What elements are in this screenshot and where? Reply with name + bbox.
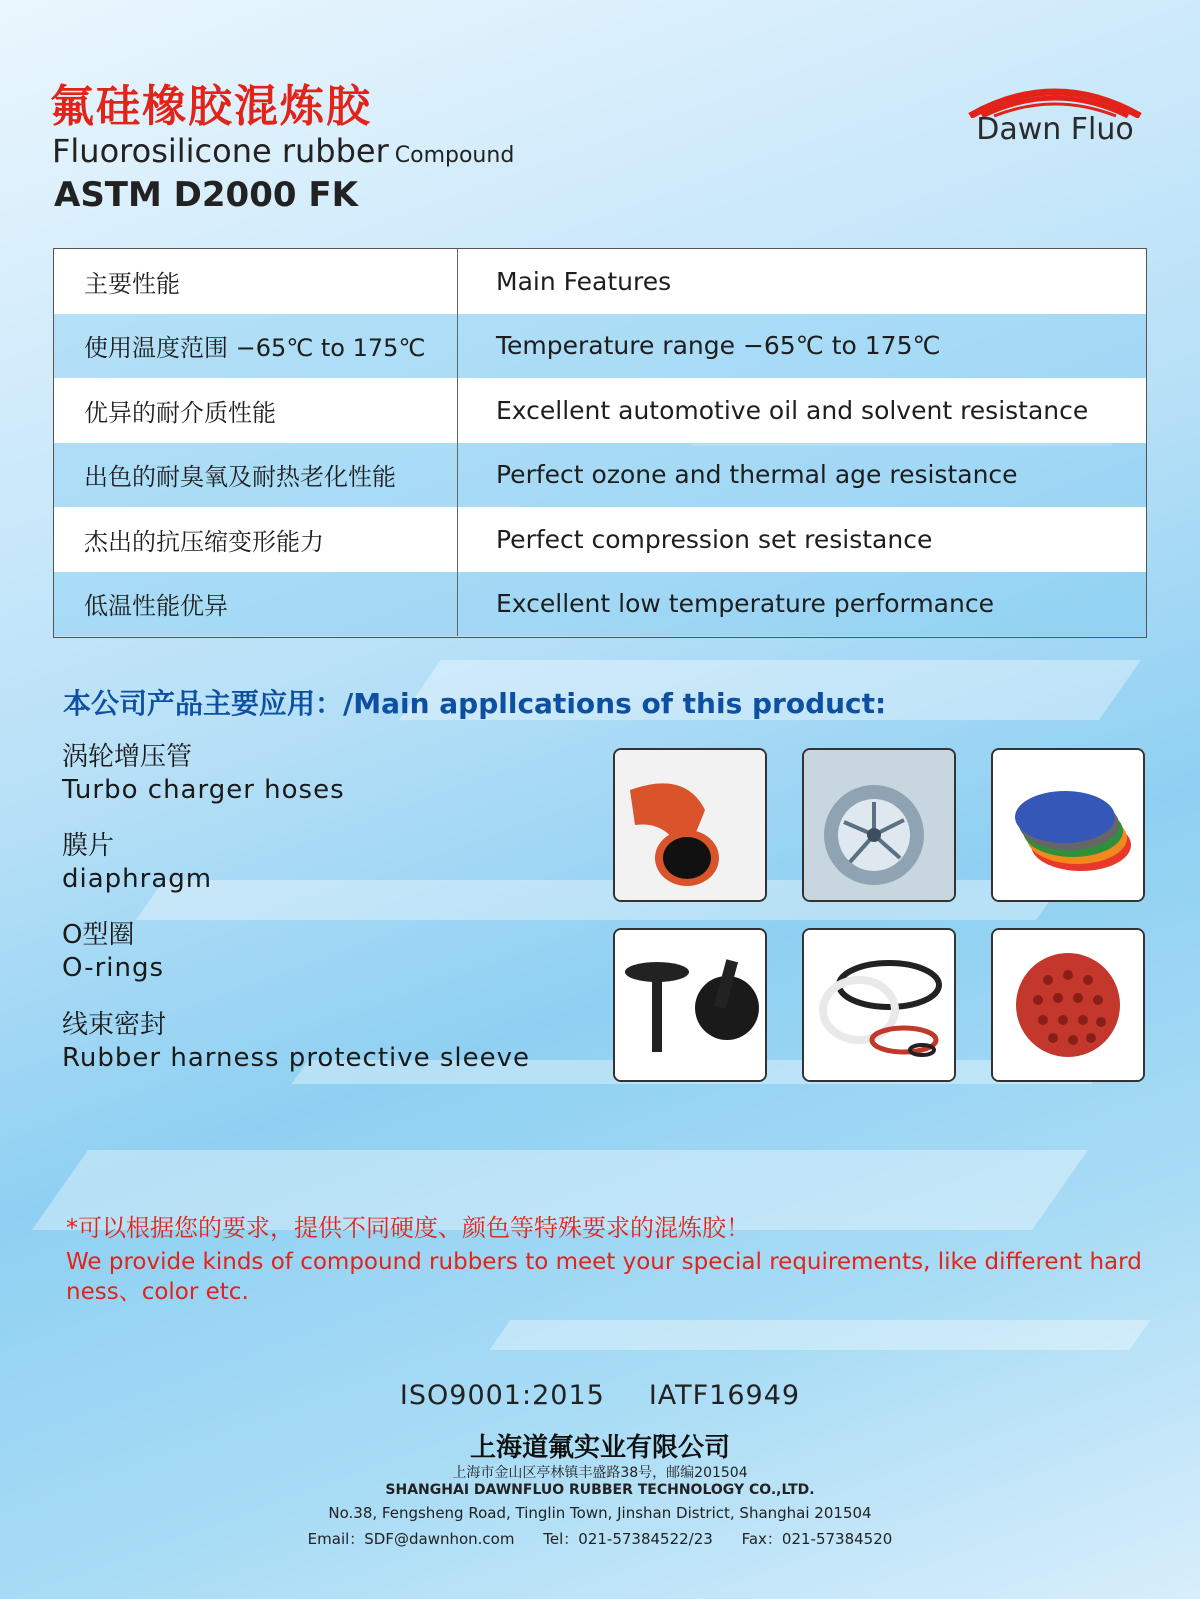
title-en-main: Fluorosilicone rubber (52, 132, 389, 170)
custom-note (66, 1208, 1146, 1307)
o-rings-photo (802, 928, 956, 1082)
table-cell-en: Excellent low temperature performance (496, 589, 994, 619)
turbine-icon (804, 750, 954, 900)
hose-icon (615, 750, 765, 900)
table-cell-en: Perfect compression set resistance (496, 524, 933, 554)
standard-code: ASTM D2000 FK (54, 175, 358, 215)
certifications (0, 1380, 1200, 1411)
turbo-hose-photo (613, 748, 767, 902)
company-logo (960, 78, 1150, 158)
diaphragm-photo (613, 928, 767, 1082)
application-item (62, 825, 212, 894)
table-cell-cn: 低温性能优异 (54, 572, 458, 637)
seal-icon (993, 930, 1143, 1080)
table-row (54, 443, 1146, 508)
applications-heading: 本公司产品主要应用：/Main appllcations of this product: (63, 687, 887, 720)
contact-email: Email：SDF@dawnhon.com (307, 1530, 515, 1548)
table-cell-en: Main Features (496, 266, 672, 296)
table-row (54, 572, 1146, 637)
cert-iso: ISO9001:2015 (399, 1380, 605, 1411)
contact-fax: Fax：021-57384520 (741, 1530, 893, 1548)
table-cell-cn: 杰出的抗压缩变形能力 (54, 507, 458, 572)
page-title-cn: 氟硅橡胶混炼胶 (50, 81, 372, 132)
note-en: We provide kinds of compound rubbers to meet your special requirements, like different hard ness、color etc. (66, 1249, 1142, 1305)
table-cell-en: Excellent automotive oil and solvent resistance (496, 395, 1089, 425)
address-en: No.38, Fengsheng Road, Tinglin Town, Jinshan District, Shanghai 201504 (328, 1504, 872, 1522)
note-cn: *可以根据您的要求，提供不同硬度、颜色等特殊要求的混炼胶！ (66, 1214, 750, 1242)
o-ring-icon (804, 930, 954, 1080)
rubber-discs-photo (991, 748, 1145, 902)
table-row (54, 507, 1146, 572)
logo-text: Dawn Fluo (976, 112, 1134, 147)
application-en: Turbo charger hoses (62, 775, 345, 805)
application-cn: O型圈 (62, 920, 135, 950)
contact-tel: Tel：021-57384522/23 (543, 1530, 713, 1548)
application-item (62, 736, 345, 805)
table-cell-cn: 使用温度范围 −65℃ to 175℃ (54, 314, 458, 379)
table-cell-cn: 出色的耐臭氧及耐热老化性能 (54, 443, 458, 508)
contact-info (0, 1528, 1200, 1549)
turbocharger-photo (802, 748, 956, 902)
table-row (54, 378, 1146, 443)
page-title-en (52, 132, 514, 170)
table-row (54, 314, 1146, 379)
table-cell-cn: 优异的耐介质性能 (54, 378, 458, 443)
title-en-suffix: Compound (394, 143, 515, 168)
features-table (53, 248, 1147, 638)
application-cn: 膜片 (62, 831, 115, 861)
diaphragm-icon (615, 930, 765, 1080)
application-item (62, 914, 164, 983)
table-row (54, 249, 1146, 314)
application-cn: 线束密封 (62, 1010, 167, 1040)
harness-seal-photo (991, 928, 1145, 1082)
application-cn: 涡轮增压管 (62, 742, 193, 772)
table-cell-en: Temperature range −65℃ to 175℃ (496, 331, 941, 361)
application-en: Rubber harness protective sleeve (62, 1043, 531, 1073)
application-item (62, 1004, 530, 1073)
discs-icon (993, 750, 1143, 900)
application-en: O-rings (62, 953, 165, 983)
cert-iatf: IATF16949 (648, 1380, 801, 1411)
company-name-en: SHANGHAI DAWNFLUO RUBBER TECHNOLOGY CO.,LTD. (385, 1482, 815, 1498)
company-name-cn: 上海道氟实业有限公司 (469, 1433, 730, 1463)
table-cell-cn: 主要性能 (54, 249, 458, 314)
table-cell-en: Perfect ozone and thermal age resistance (496, 460, 1018, 490)
address-cn: 上海市金山区亭林镇丰盛路38号，邮编201504 (452, 1465, 748, 1481)
application-en: diaphragm (62, 864, 213, 894)
